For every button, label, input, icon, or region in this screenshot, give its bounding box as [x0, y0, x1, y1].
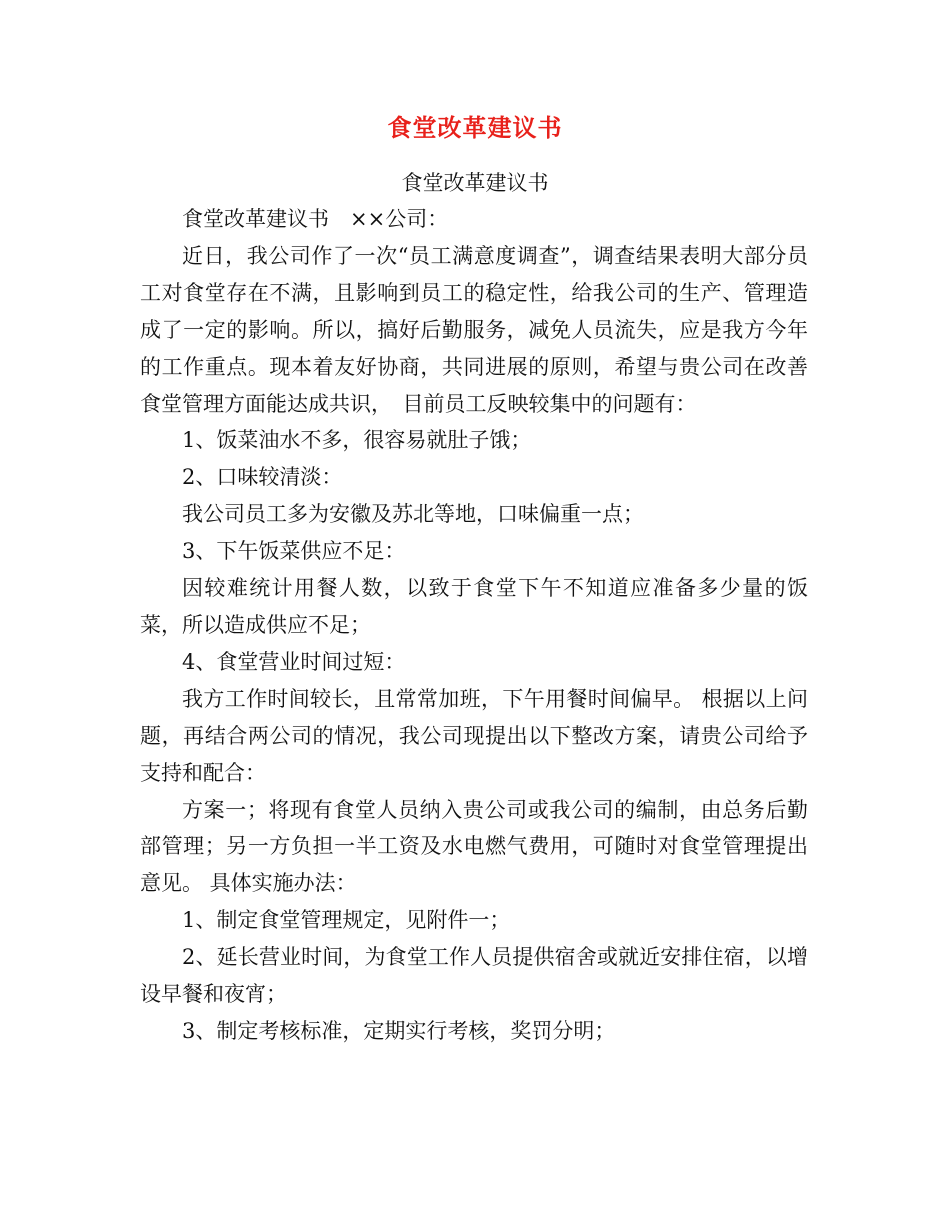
- paragraph-issue-1: 1、饭菜油水不多，很容易就肚子饿；: [182, 428, 532, 453]
- document-title: 食堂改革建议书: [387, 114, 563, 142]
- paragraph-measure-1: 1、制定食堂管理规定，见附件一；: [182, 908, 511, 933]
- paragraph-measure-3: 3、制定考核标准，定期实行考核，奖罚分明；: [182, 1018, 616, 1043]
- document-subtitle: 食堂改革建议书: [401, 171, 549, 195]
- paragraph-issue-3-detail: 因较难统计用餐人数，以致于食堂下午不知道应准备多少量的饭菜，所以造成供应不足；: [140, 576, 808, 637]
- paragraph-issue-4: 4、食堂营业时间过短：: [182, 649, 406, 674]
- paragraph-issue-2-detail: 我公司员工多为安徽及苏北等地，口味偏重一点；: [182, 502, 644, 527]
- paragraph-measure-2: 2、延长营业时间，为食堂工作人员提供宿舍或就近安排住宿，以增设早餐和夜宵；: [140, 945, 808, 1007]
- paragraph-issue-2: 2、口味较清淡：: [182, 465, 343, 490]
- document-body: [140, 201, 808, 1050]
- paragraph-salutation: 食堂改革建议书 ××公司：: [182, 207, 449, 231]
- paragraph-issue-4-detail: 我方工作时间较长，且常常加班，下午用餐时间偏早。 根据以上问题，再结合两公司的情况，我公司现提出以下整改方案，请贵公司给予支持和配合：: [140, 686, 808, 785]
- paragraph-issue-3: 3、下午饭菜供应不足：: [182, 539, 406, 564]
- paragraph-intro: 近日，我公司作了一次“员工满意度调查”，调查结果表明大部分员工对食堂存在不满，且影响到员工的稳定性，给我公司的生产、管理造成了一定的影响。所以，搞好后勤服务，减免人员流失，应是我方今年的工作重点。现本着友好协商，共同进展的原则，希望与贵公司在改善食堂管理方面能达成共识， 目前员工反映较集中的问题有：: [140, 243, 808, 416]
- paragraph-plan-1: 方案一；将现有食堂人员纳入贵公司或我公司的编制，由总务后勤部管理；另一方负担一半工资及水电燃气费用，可随时对食堂管理提出意见。 具体实施办法：: [140, 797, 808, 896]
